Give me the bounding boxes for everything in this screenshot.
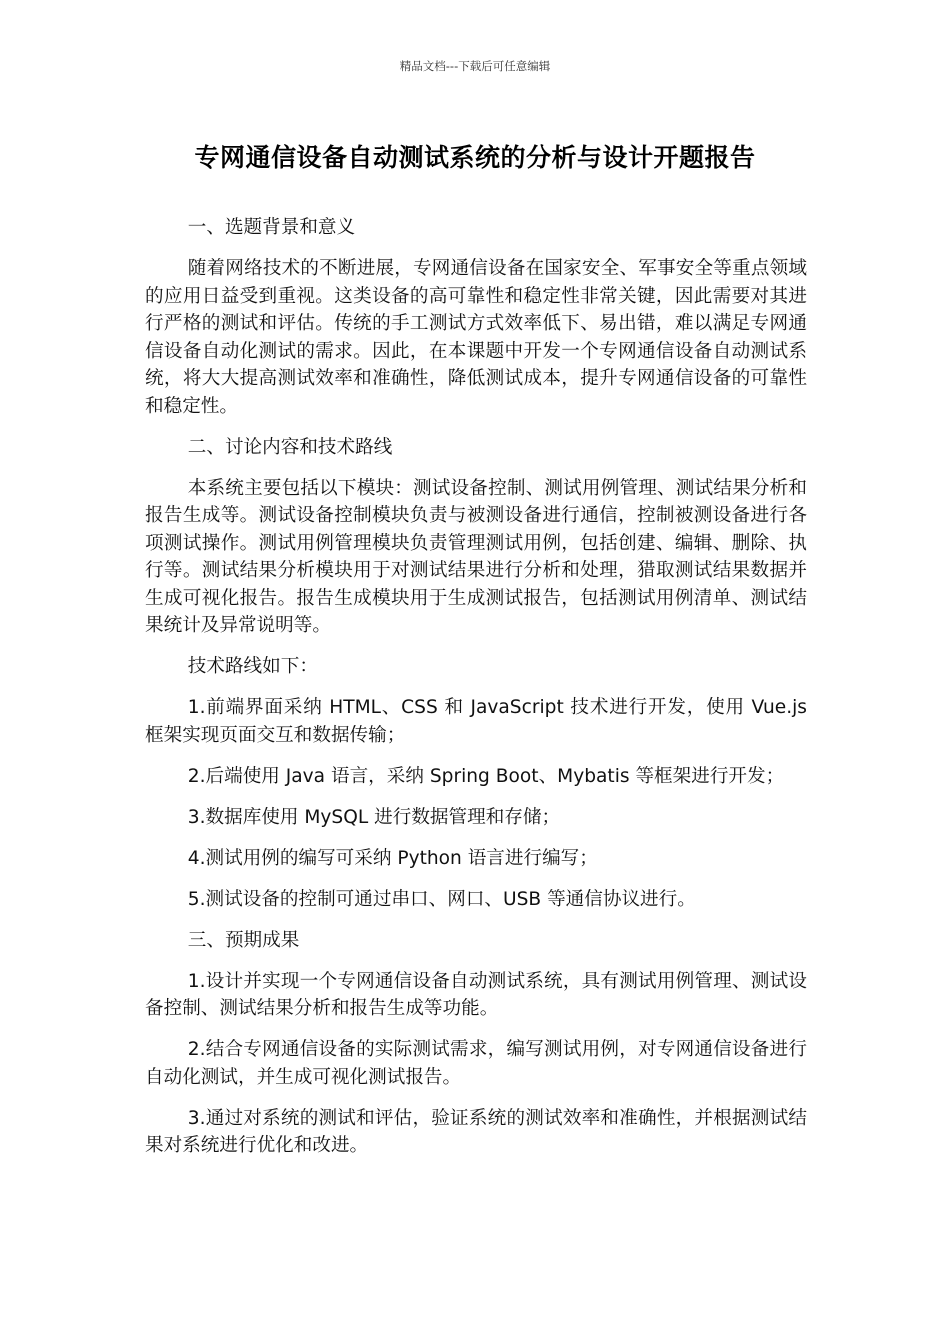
section-heading-content: 二、讨论内容和技术路线 [187, 436, 393, 458]
list-item-backend: 2.后端使用 Java 语言，采纳 Spring Boot、Mybatis 等框架进行开发； [187, 765, 785, 787]
section-heading-outcomes: 三、预期成果 [187, 929, 300, 951]
document-title: 专网通信设备自动测试系统的分析与设计开题报告 [194, 143, 756, 172]
list-item-device-control: 5.测试设备的控制可通过串口、网口、USB 等通信协议进行。 [187, 888, 696, 910]
list-item-frontend: 1.前端界面采纳 HTML、CSS 和 JavaScript 技术进行开发，使用 Vue.js 框架实现页面交互和数据传输； [145, 697, 807, 746]
paragraph-tech-route-intro: 技术路线如下： [187, 656, 318, 677]
outcome-item-2: 2.结合专网通信设备的实际测试需求，编写测试用例，对专网通信设备进行自动化测试，并生成可视化测试报告。 [145, 1039, 807, 1088]
list-item-test-cases: 4.测试用例的编写可采纳 Python 语言进行编写； [187, 847, 598, 869]
document-body [145, 214, 807, 1173]
paragraph-background: 随着网络技术的不断进展，专网通信设备在国家安全、军事安全等重点领域的应用日益受到重视。这类设备的高可靠性和稳定性非常关键，因此需要对其进行严格的测试和评估。传统的手工测试方式效率低下、易出错，难以满足专网通信设备自动化测试的需求。因此，在本课题中开发一个专网通信设备自动测试系统，将大大提高测试效率和准确性，降低测试成本，提升专网通信设备的可靠性和稳定性。 [145, 258, 807, 417]
header-note: 精品文档---下载后可任意编辑 [399, 59, 551, 73]
outcome-item-3: 3.通过对系统的测试和评估，验证系统的测试效率和准确性，并根据测试结果对系统进行优化和改进。 [145, 1107, 807, 1156]
section-heading-background: 一、选题背景和意义 [187, 217, 356, 238]
paragraph-modules: 本系统主要包括以下模块：测试设备控制、测试用例管理、测试结果分析和报告生成等。测试设备控制模块负责与被测设备进行通信，控制被测设备进行各项测试操作。测试用例管理模块负责管理测试用例，包括创建、编辑、删除、执行等。测试结果分析模块用于对测试结果进行分析和处理，猎取测试结果数据并生成可视化报告。报告生成模块用于生成测试报告，包括测试用例清单、测试结果统计及异常说明等。 [145, 477, 807, 636]
outcome-item-1: 1.设计并实现一个专网通信设备自动测试系统，具有测试用例管理、测试设备控制、测试结果分析和报告生成等功能。 [145, 970, 807, 1019]
list-item-database: 3.数据库使用 MySQL 进行数据管理和存储； [187, 806, 561, 828]
